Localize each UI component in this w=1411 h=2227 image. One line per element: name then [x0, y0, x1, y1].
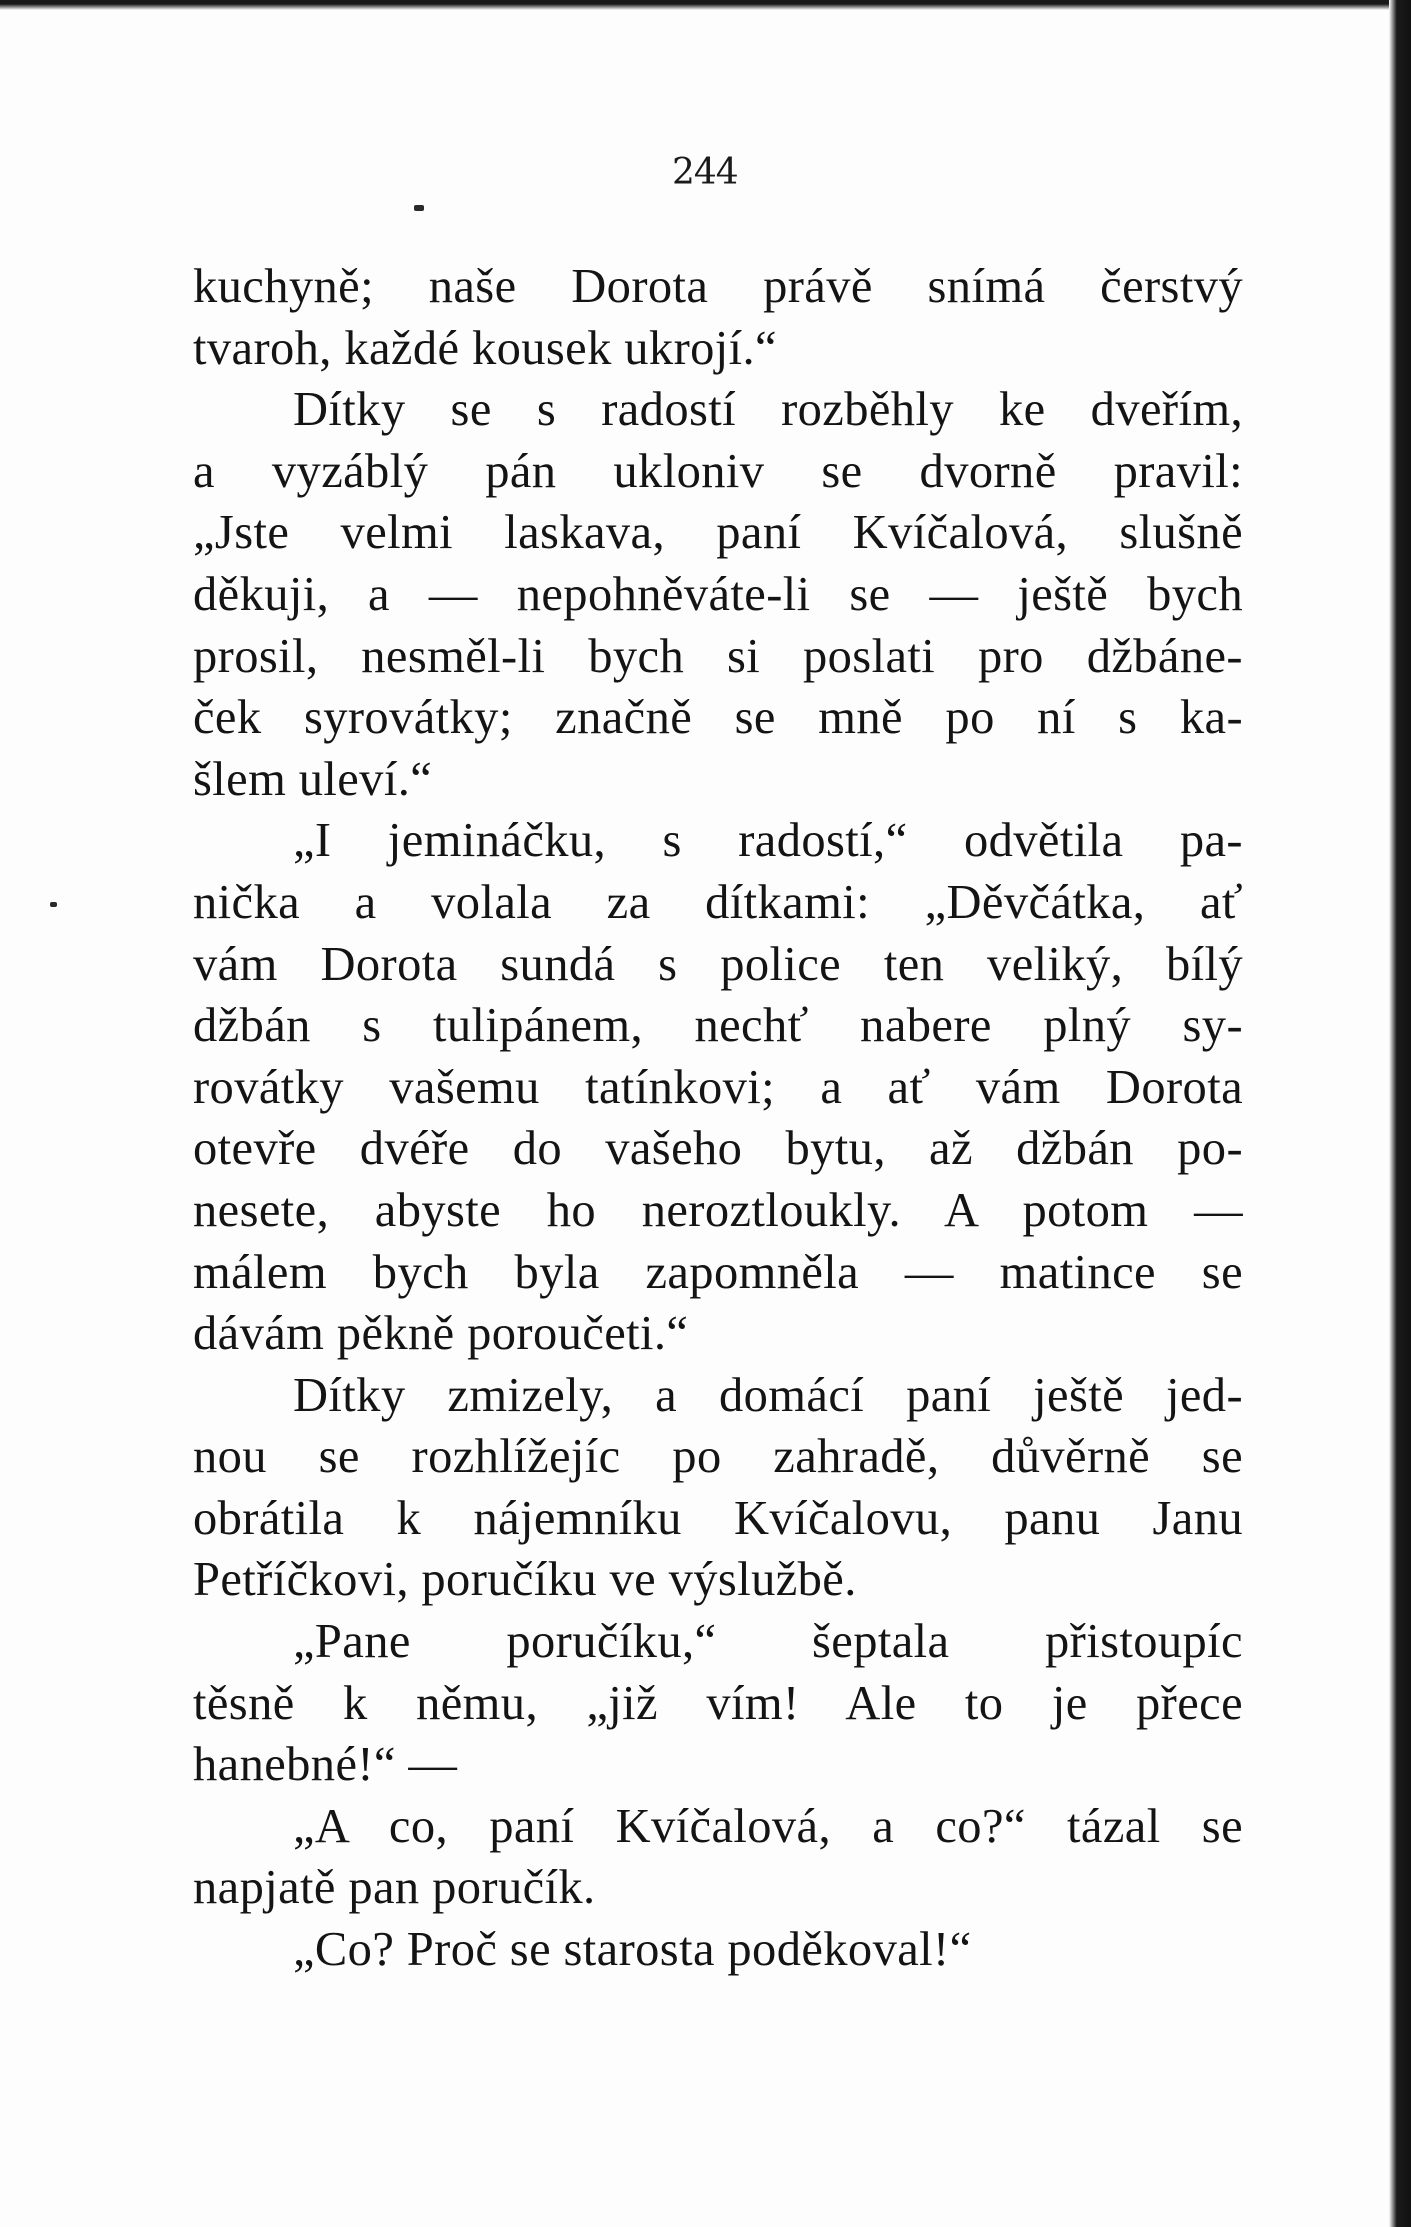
text-line: šlem uleví.“: [193, 752, 433, 806]
text-line: hanebné!“ —: [193, 1738, 458, 1792]
text-line: těsně k němu, „již vím! Ale to je přece: [193, 1676, 1243, 1730]
text-line: rovátky vašemu tatínkovi; a ať vám Dorota: [193, 1060, 1243, 1114]
text-line: nesete, abyste ho neroztloukly. A potom —: [193, 1183, 1243, 1237]
text-line: „I jemináčku, s radostí,“ odvětila pa-: [293, 814, 1243, 868]
text-line: obrátila k nájemníku Kvíčalovu, panu Janu: [193, 1491, 1243, 1545]
text-line: Dítky se s radostí rozběhly ke dveřím,: [293, 383, 1243, 437]
text-line: Dítky zmizely, a domácí paní ještě jed-: [293, 1368, 1243, 1422]
text-line: otevře dvéře do vašeho bytu, až džbán po-: [193, 1122, 1243, 1176]
page-binding-edge: [1389, 0, 1411, 2227]
body-text: [193, 256, 1243, 1981]
text-line: vám Dorota sundá s police ten veliký, bílý: [193, 937, 1243, 991]
text-line: „Jste velmi laskava, paní Kvíčalová, slušně: [193, 506, 1243, 560]
text-line: tvaroh, každé kousek ukrojí.“: [193, 321, 777, 375]
text-line: děkuji, a — nepohněváte-li se — ještě bych: [193, 567, 1243, 621]
text-line: džbán s tulipánem, nechť nabere plný sy-: [193, 999, 1243, 1053]
text-line: nička a volala za dítkami: „Děvčátka, ať: [193, 875, 1243, 929]
text-line: a vyzáblý pán ukloniv se dvorně pravil:: [193, 444, 1243, 498]
text-line: „A co, paní Kvíčalová, a co?“ tázal se: [293, 1799, 1243, 1853]
ink-speck: [414, 205, 424, 211]
text-line: dávám pěkně poroučeti.“: [193, 1307, 689, 1361]
text-line: prosil, nesměl-li bych si poslati pro džbáne-: [193, 629, 1243, 683]
ink-speck: [50, 902, 57, 907]
text-line: ček syrovátky; značně se mně po ní s ka-: [193, 691, 1243, 745]
text-line: málem bych byla zapomněla — matince se: [193, 1245, 1243, 1299]
text-line: kuchyně; naše Dorota právě snímá čerstvý: [193, 260, 1243, 313]
text-line: „Co? Proč se starosta poděkoval!“: [293, 1923, 972, 1977]
page-top-edge: [0, 0, 1411, 10]
page-number: 244: [672, 152, 738, 193]
text-line: „Pane poručíku,“ šeptala přistoupíc: [293, 1615, 1243, 1669]
text-line: nou se rozhlížejíc po zahradě, důvěrně se: [193, 1430, 1243, 1484]
text-line: napjatě pan poručík.: [193, 1861, 596, 1915]
text-line: Petříčkovi, poručíku ve výslužbě.: [193, 1553, 857, 1607]
